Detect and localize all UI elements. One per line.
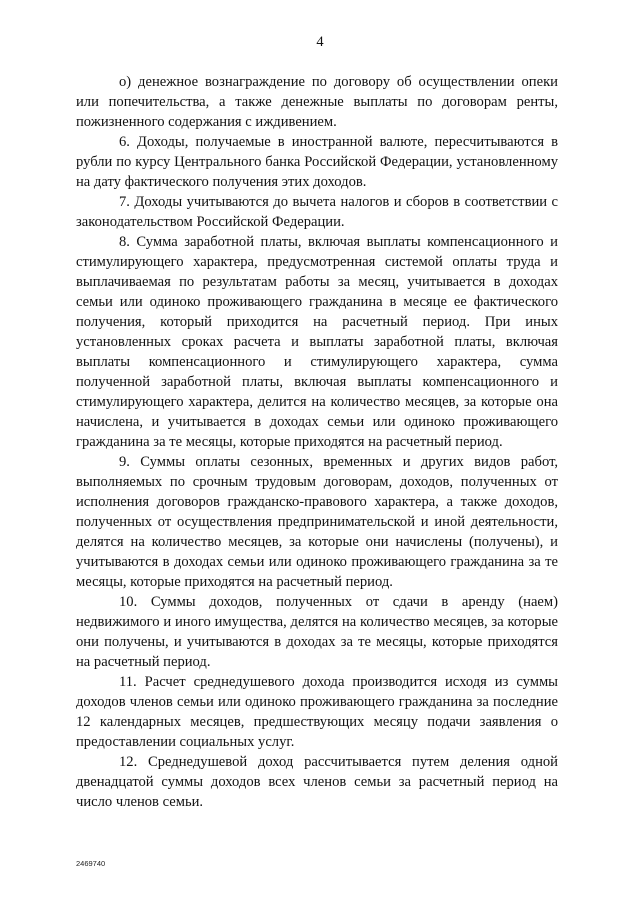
paragraph-12: 12. Среднедушевой доход рассчитывается путем деления одной двенадцатой суммы доходов всех членов семьи за расчетный период на число членов семьи. xyxy=(76,754,558,810)
document-body xyxy=(76,72,558,812)
paragraph-7: 7. Доходы учитываются до вычета налогов и сборов в соответствии с законодательством Российской Федерации. xyxy=(76,194,558,230)
page-number: 4 xyxy=(316,34,324,50)
paragraph-11: 11. Расчет среднедушевого дохода производится исходя из суммы доходов членов семьи или одиноко проживающего гражданина за последние 12 календарных месяцев, предшествующих месяцу подачи заявления о предоставлении социальных услуг. xyxy=(76,674,558,750)
paragraph-10: 10. Суммы доходов, полученных от сдачи в аренду (наем) недвижимого и иного имущества, делятся на количество месяцев, за которые они получены, и учитываются в доходах за те месяцы, которые приходятся на расчетный период. xyxy=(76,594,558,670)
paragraph-8: 8. Сумма заработной платы, включая выплаты компенсационного и стимулирующего характера, предусмотренная системой оплаты труда и выплачиваемая по результатам работы за месяц, учитывается в доходах семьи или одиноко проживающего гражданина в месяце ее фактического получения, который приходится на расчетный период. При иных установленных сроках расчета и выплаты заработной платы, включая выплаты компенсационного и стимулирующего характера, сумма полученной заработной платы, включая выплаты компенсационного и стимулирующего характера, делится на количество месяцев, за которые она начислена, и учитывается в доходах семьи или одиноко проживающего гражданина за те месяцы, которые приходятся на расчетный период. xyxy=(76,234,558,450)
paragraph-o: о) денежное вознаграждение по договору об осуществлении опеки или попечительства, а также денежные выплаты по договорам ренты, пожизненного содержания с иждивением. xyxy=(76,74,558,130)
paragraph-6: 6. Доходы, получаемые в иностранной валюте, пересчитываются в рубли по курсу Центрального банка Российской Федерации, установленному на дату фактического получения этих доходов. xyxy=(76,134,558,190)
document-id: 2469740 xyxy=(76,859,106,868)
paragraph-9: 9. Суммы оплаты сезонных, временных и других видов работ, выполняемых по срочным трудовым договорам, доходов, полученных от исполнения договоров гражданско-правового характера, а также доходов, полученных от осуществления предпринимательской и иной деятельности, делятся на количество месяцев, за которые они начислены (получены), и учитываются в доходах семьи или одиноко проживающего гражданина за те месяцы, которые приходятся на расчетный период. xyxy=(76,454,558,590)
